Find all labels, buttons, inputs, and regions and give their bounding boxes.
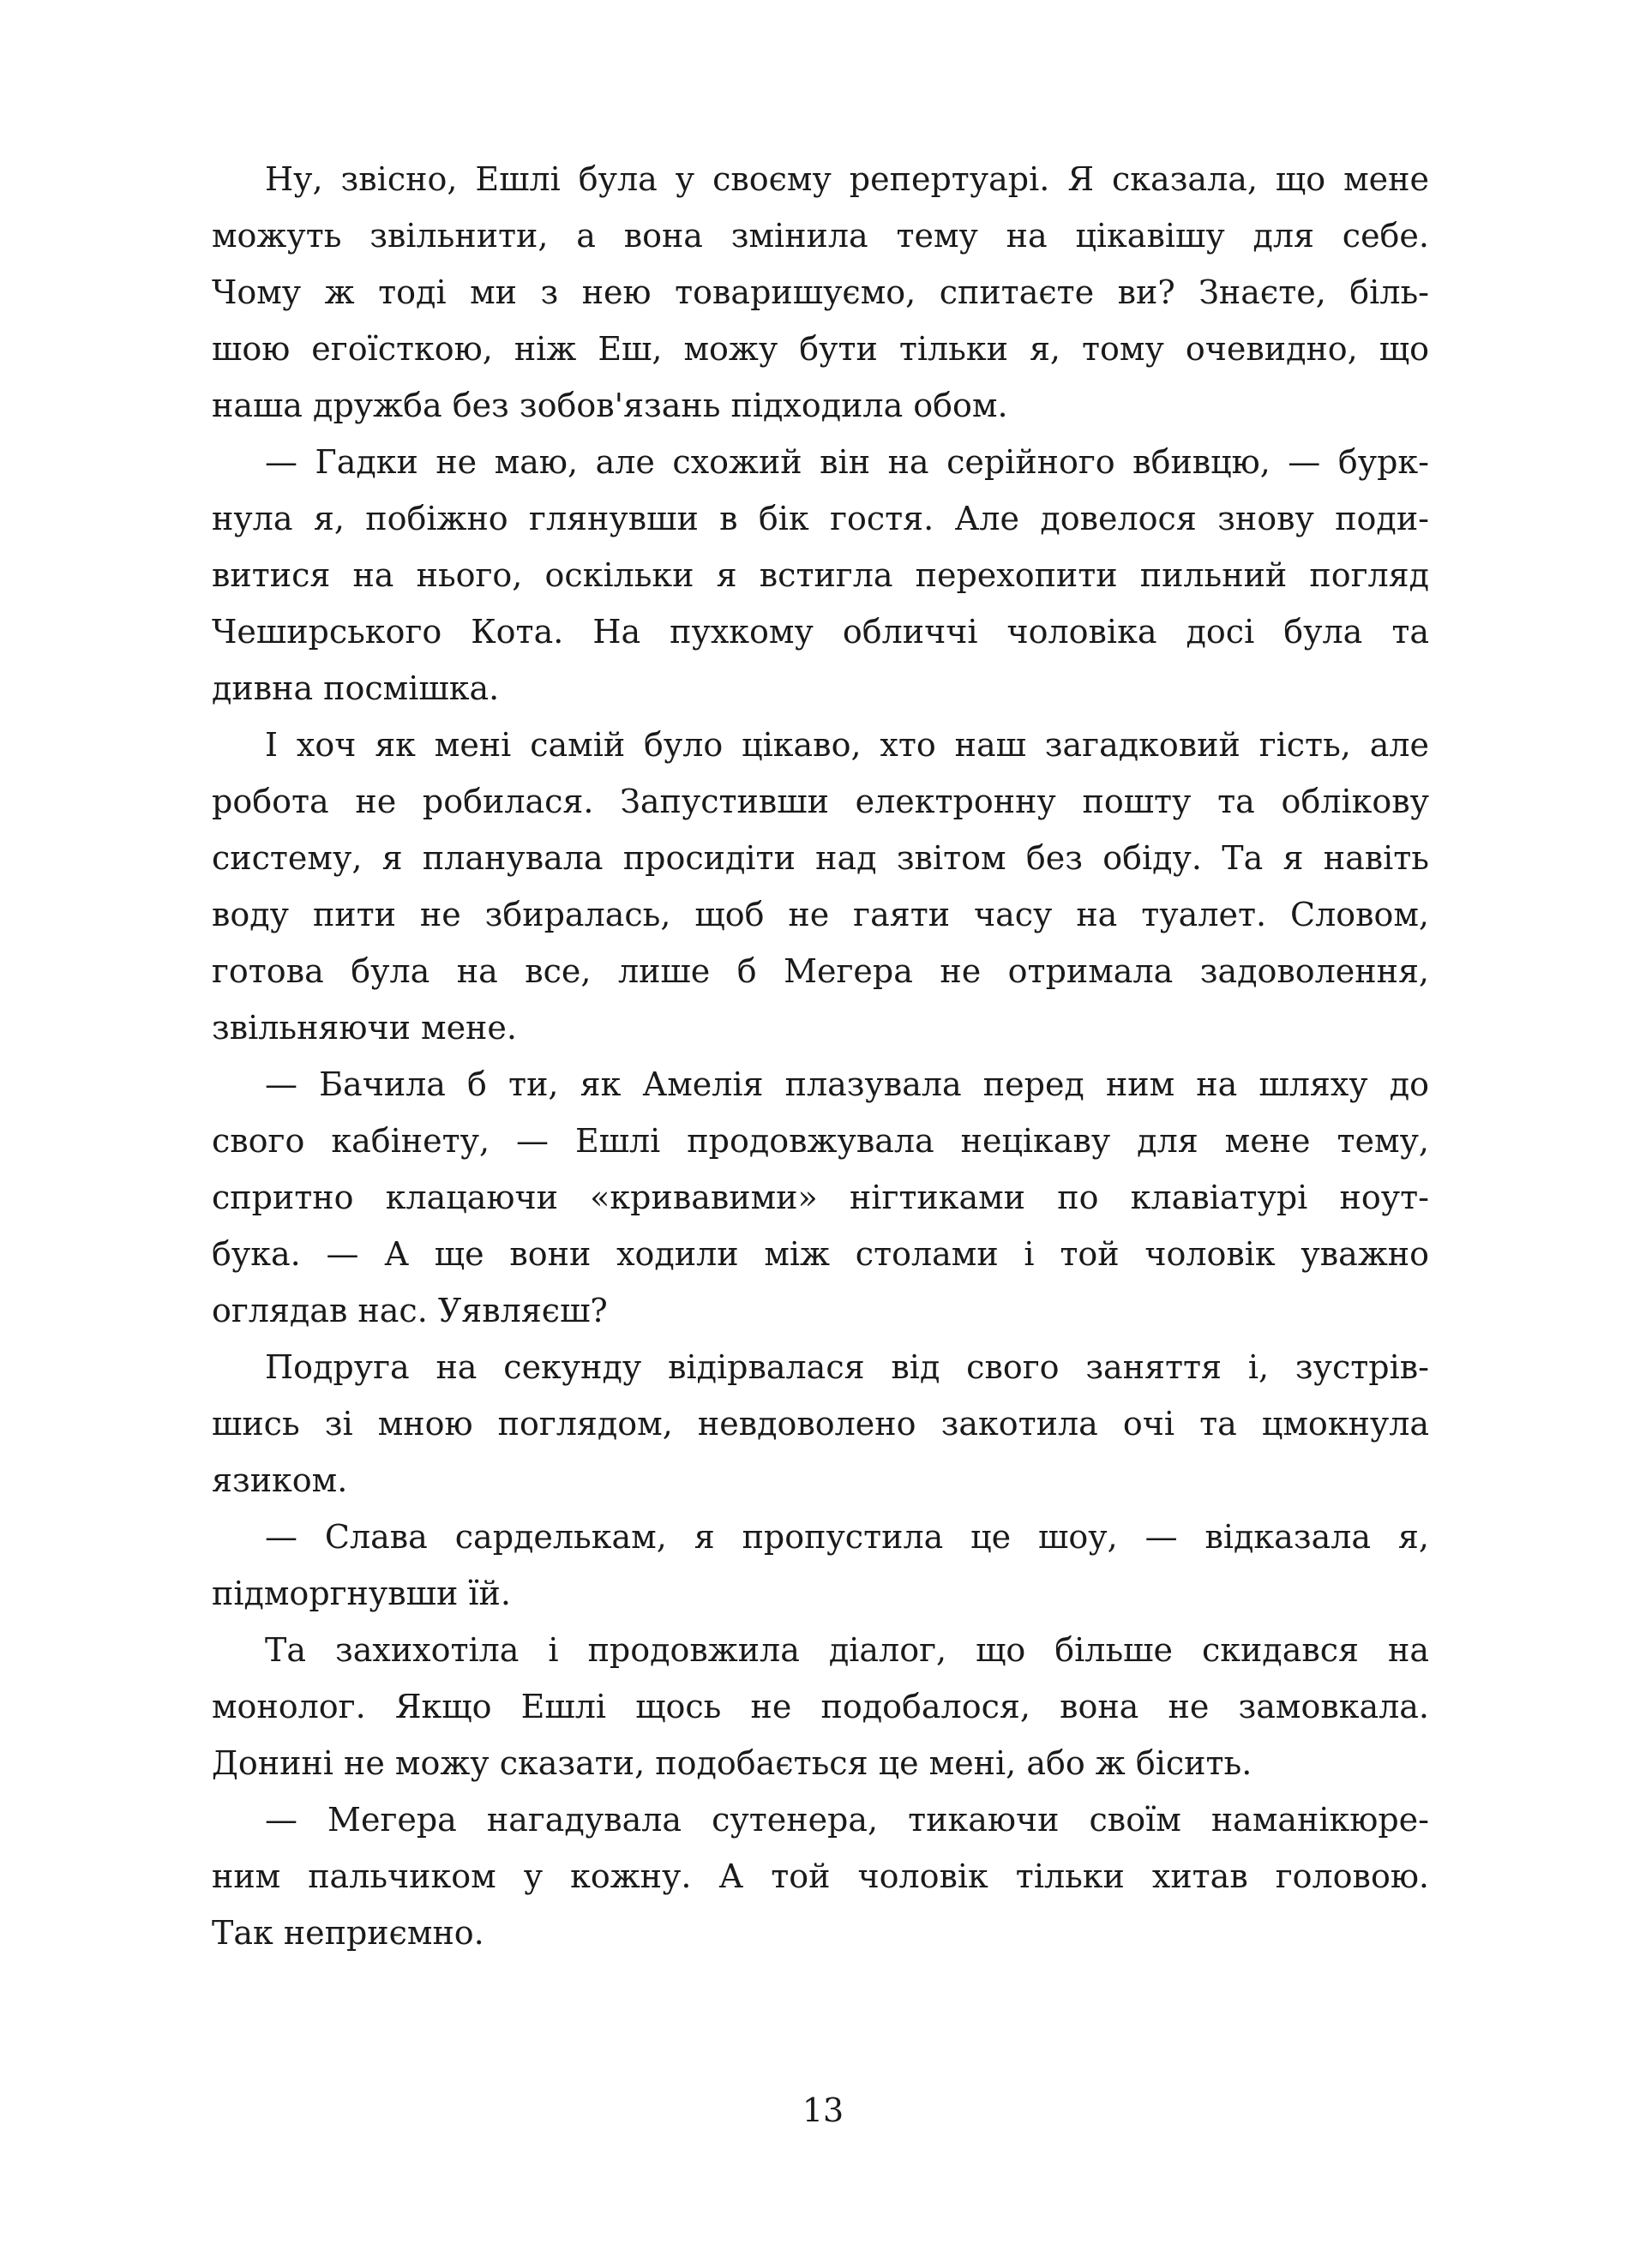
text-line: — Мегера нагадувала сутенера, тикаючи своїм наманікюре- xyxy=(265,1801,1429,1839)
text-line: — Гадки не маю, але схожий він на серійного вбивцю, — бурк- xyxy=(265,443,1429,481)
text-line: наша дружба без зобов'язань підходила обом. xyxy=(212,387,1008,424)
text-line: робота не робилася. Запустивши електронну пошту та облікову xyxy=(212,783,1429,820)
text-line: нула я, побіжно глянувши в бік гостя. Але довелося знову поди- xyxy=(212,500,1429,537)
text-line: оглядав нас. Уявляєш? xyxy=(212,1292,608,1329)
text-line: язиком. xyxy=(212,1461,348,1499)
text-line: — Бачила б ти, як Амелія плазувала перед ним на шляху до xyxy=(265,1065,1429,1103)
text-line: І хоч як мені самій було цікаво, хто наш загадковий гість, але xyxy=(265,726,1429,764)
text-line: дивна посмішка. xyxy=(212,669,500,707)
text-line: бука. — А ще вони ходили між столами і той чоловік уважно xyxy=(212,1235,1429,1273)
text-line: спритно клацаючи «кривавими» нігтиками по клавіатурі ноут- xyxy=(212,1179,1429,1216)
body-text xyxy=(212,151,1429,1961)
text-line: систему, я планувала просидіти над звітом без обіду. Та я навіть xyxy=(212,839,1429,877)
text-line: Та захихотіла і продовжила діалог, що більше скидався на xyxy=(265,1631,1429,1669)
text-line: — Слава сарделькам, я пропустила це шоу, — відказала я, xyxy=(265,1518,1429,1556)
text-line: готова була на все, лише б Мегера не отримала задоволення, xyxy=(212,952,1429,990)
page-number: 13 xyxy=(802,2091,844,2129)
text-line: Ну, звісно, Ешлі була у своєму репертуарі. Я сказала, що мене xyxy=(265,160,1429,198)
text-line: Чеширського Кота. На пухкому обличчі чоловіка досі була та xyxy=(212,613,1429,651)
text-line: шись зі мною поглядом, невдоволено закотила очі та цмокнула xyxy=(212,1405,1429,1443)
text-line: підморгнувши їй. xyxy=(212,1575,511,1612)
text-line: можуть звільнити, а вона змінила тему на цікавішу для себе. xyxy=(212,217,1429,255)
text-line: витися на нього, оскільки я встигла перехопити пильний погляд xyxy=(212,556,1429,594)
text-line: звільняючи мене. xyxy=(212,1009,517,1047)
text-line: шою егоїсткою, ніж Еш, можу бути тільки я, тому очевидно, що xyxy=(212,330,1429,368)
text-line: Донині не можу сказати, подобається це мені, або ж бісить. xyxy=(212,1744,1253,1782)
text-line: Чому ж тоді ми з нею товаришуємо, спитаєте ви? Знаєте, біль- xyxy=(212,273,1429,311)
text-line: воду пити не збиралась, щоб не гаяти часу на туалет. Словом, xyxy=(212,896,1429,933)
text-line: ним пальчиком у кожну. А той чоловік тільки хитав головою. xyxy=(212,1857,1429,1895)
text-line: монолог. Якщо Ешлі щось не подобалося, вона не замовкала. xyxy=(212,1688,1429,1725)
text-line: Подруга на секунду відірвалася від свого заняття і, зустрів- xyxy=(265,1348,1429,1386)
text-line: Так неприємно. xyxy=(212,1914,484,1952)
text-line: свого кабінету, — Ешлі продовжувала нецікаву для мене тему, xyxy=(212,1122,1429,1160)
